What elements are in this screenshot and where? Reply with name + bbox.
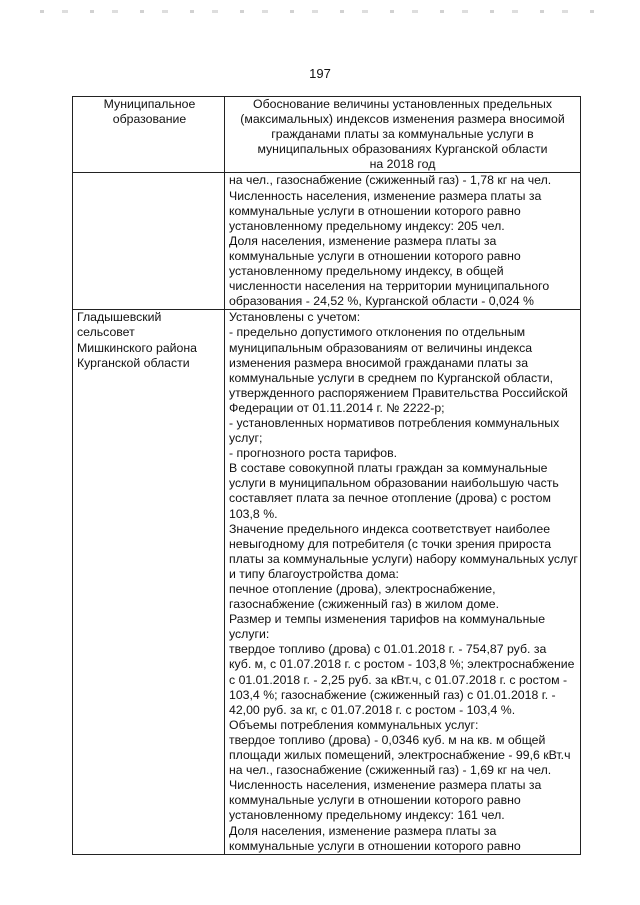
text-line: на чел., газоснабжение (сжиженный газ) - 1,69 кг на чел.: [229, 763, 552, 778]
text-line: установленному предельному индексу, в общей: [229, 264, 504, 279]
text-line: Объемы потребления коммунальных услуг:: [229, 717, 479, 732]
table-header-row: [73, 97, 581, 173]
header-municipality: [73, 97, 225, 173]
text-line: установленному предельному индексу: 205 чел.: [229, 218, 505, 233]
text-line: Федерации от 01.11.2014 г. № 2222-р;: [229, 400, 445, 415]
text-line: услуги в муниципальном образовании наибольшую часть: [229, 476, 559, 491]
text-line: коммунальные услуги в отношении которого равно: [229, 793, 521, 808]
text-line: коммунальные услуги в отношении которого равно: [229, 203, 521, 218]
text-line: - установленных нормативов потребления коммунальных: [229, 415, 560, 430]
text-line: Мишкинского района: [77, 340, 198, 355]
text-line: площади жилых помещений, электроснабжение - 99,6 кВт.ч: [229, 748, 571, 763]
text-line: газоснабжение (сжиженный газ) в жилом доме.: [229, 597, 500, 612]
text-line: Доля населения, изменение размера платы за: [229, 233, 497, 248]
page-number: 197: [309, 66, 331, 81]
tariff-index-table: [72, 96, 581, 855]
justification-cell: [225, 173, 581, 310]
text-line: платы за коммунальные услуги) набору коммунальных услуг: [229, 551, 578, 566]
text-line: сельсовет: [77, 325, 135, 340]
text-line: Гладышевский: [77, 310, 162, 325]
text-line: коммунальные услуги в среднем по Курганской области,: [229, 370, 554, 385]
text-line: Численность населения, изменение размера платы за: [229, 778, 542, 793]
table-row: [73, 173, 581, 310]
text-line: и типу благоустройства дома:: [229, 566, 399, 581]
text-line: Значение предельного индекса соответствует наиболее: [229, 521, 551, 536]
table-row: [73, 310, 581, 854]
text-line: Численность населения, изменение размера платы за: [229, 188, 542, 203]
text-line: на чел., газоснабжение (сжиженный газ) - 1,78 кг на чел.: [229, 173, 552, 188]
text-line: образования - 24,52 %, Курганской области - 0,024 %: [229, 294, 534, 309]
text-line: Муниципальное: [103, 97, 196, 111]
municipality-cell: [73, 310, 225, 854]
text-line: твердое топливо (дрова) - 0,0346 куб. м на кв. м общей: [229, 732, 546, 747]
text-line: образование: [112, 112, 187, 127]
text-line: с 01.01.2018 г. - 2,25 руб. за кВт.ч, с 01.07.2018 г. с ростом -: [229, 672, 568, 687]
text-line: изменения размера вносимой гражданами платы за: [229, 355, 529, 370]
text-line: твердое топливо (дрова) с 01.01.2018 г. - 754,87 руб. за: [229, 642, 547, 657]
text-line: невыгодному для потребителя (с точки зрения прироста: [229, 536, 552, 551]
text-line: печное отопление (дрова), электроснабжение,: [229, 582, 496, 596]
text-line: Курганской области: [77, 355, 190, 370]
text-line: Обоснование величины установленных предельных: [253, 97, 552, 111]
text-line: услуг;: [229, 431, 263, 446]
text-line: 103,4 %; газоснабжение (сжиженный газ) с 01.01.2018 г. -: [229, 687, 556, 702]
text-line: муниципальным образованиям от величины индекса: [229, 340, 533, 355]
text-line: - предельно допустимого отклонения по отдельным: [229, 325, 526, 340]
text-line: численности населения на территории муниципального: [229, 279, 550, 294]
scan-artifact: [40, 10, 600, 13]
text-line: - прогнозного роста тарифов.: [229, 446, 398, 461]
text-line: Установлены с учетом:: [229, 310, 361, 325]
justification-cell: [225, 310, 581, 854]
text-line: составляет плата за печное отопление (дрова) с ростом: [229, 491, 551, 506]
text-line: В составе совокупной платы граждан за коммунальные: [229, 461, 548, 476]
text-line: (максимальных) индексов изменения размера вносимой: [240, 112, 565, 127]
text-line: на 2018 год: [369, 157, 436, 172]
text-line: коммунальные услуги в отношении которого равно: [229, 248, 521, 263]
text-line: утвержденного распоряжением Правительства Российской: [229, 385, 568, 400]
municipality-cell: [73, 173, 225, 310]
text-line: Доля населения, изменение размера платы за: [229, 823, 497, 838]
text-line: услуги:: [229, 627, 270, 642]
text-line: 42,00 руб. за кг, с 01.07.2018 г. с ростом - 103,4 %.: [229, 702, 516, 717]
header-justification: [225, 97, 581, 173]
text-line: гражданами платы за коммунальные услуги в: [271, 127, 534, 142]
text-line: коммунальные услуги в отношении которого равно: [229, 838, 521, 853]
text-line: муниципальных образованиях Курганской области: [257, 142, 548, 157]
text-line: 103,8 %.: [229, 506, 278, 521]
text-line: Размер и темпы изменения тарифов на коммунальные: [229, 612, 546, 627]
text-line: установленному предельному индексу: 161 чел.: [229, 808, 505, 823]
text-line: куб. м, с 01.07.2018 г. с ростом - 103,8 %; электроснабжение: [229, 657, 575, 672]
